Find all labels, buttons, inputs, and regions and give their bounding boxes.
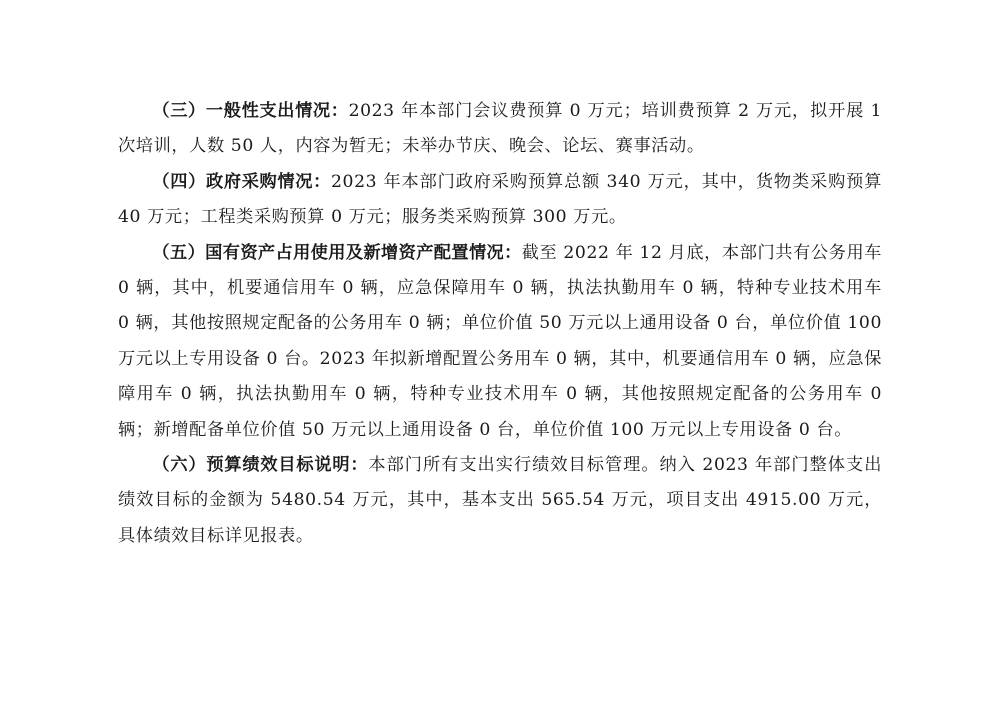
section-general-expenditure <box>118 94 882 165</box>
document-page <box>118 94 882 554</box>
section-state-assets <box>118 236 882 448</box>
section-body: 本部门所有支出实行绩效目标管理。纳入 2023 年部门整体支出绩效目标的金额为 5480.54 万元，其中，基本支出 565.54 万元，项目支出 4915.00 万元，具体绩效目标详见报表。 <box>118 455 882 546</box>
section-heading: （五）国有资产占用使用及新增资产配置情况： <box>152 242 522 263</box>
section-performance-goals <box>118 448 882 554</box>
section-heading: （六）预算绩效目标说明： <box>152 455 369 476</box>
section-government-procurement <box>118 165 882 236</box>
section-heading: （三）一般性支出情况： <box>152 101 349 121</box>
section-body: 2023 年本部门政府采购预算总额 340 万元，其中，货物类采购预算 40 万元；工程类采购预算 0 万元；服务类采购预算 300 万元。 <box>118 171 882 228</box>
section-body: 截至 2022 年 12 月底，本部门共有公务用车 0 辆，其中，机要通信用车 0 辆，应急保障用车 0 辆，执法执勤用车 0 辆，特种专业技术用车 0 辆，其他按照规定配备的公务用车 0 辆；单位价值 50 万元以上通用设备 0 台，单位价值 100 万元以上专用设备 0 台。2023 年拟新增配置公务用车 0 辆，其中，机要通信用车 0 辆，应急保障用车 0 辆，执法执勤用车 0 辆，特种专业技术用车 0 辆，其他按照规定配备的公务用车 0 辆；新增配备单位价值 50 万元以上通用设备 0 台，单位价值 100 万元以上专用设备 0 台。 <box>118 242 883 440</box>
section-body: 2023 年本部门会议费预算 0 万元；培训费预算 2 万元，拟开展 1 次培训，人数 50 人，内容为暂无；未举办节庆、晚会、论坛、赛事活动。 <box>118 101 882 157</box>
section-heading: （四）政府采购情况： <box>152 171 331 192</box>
